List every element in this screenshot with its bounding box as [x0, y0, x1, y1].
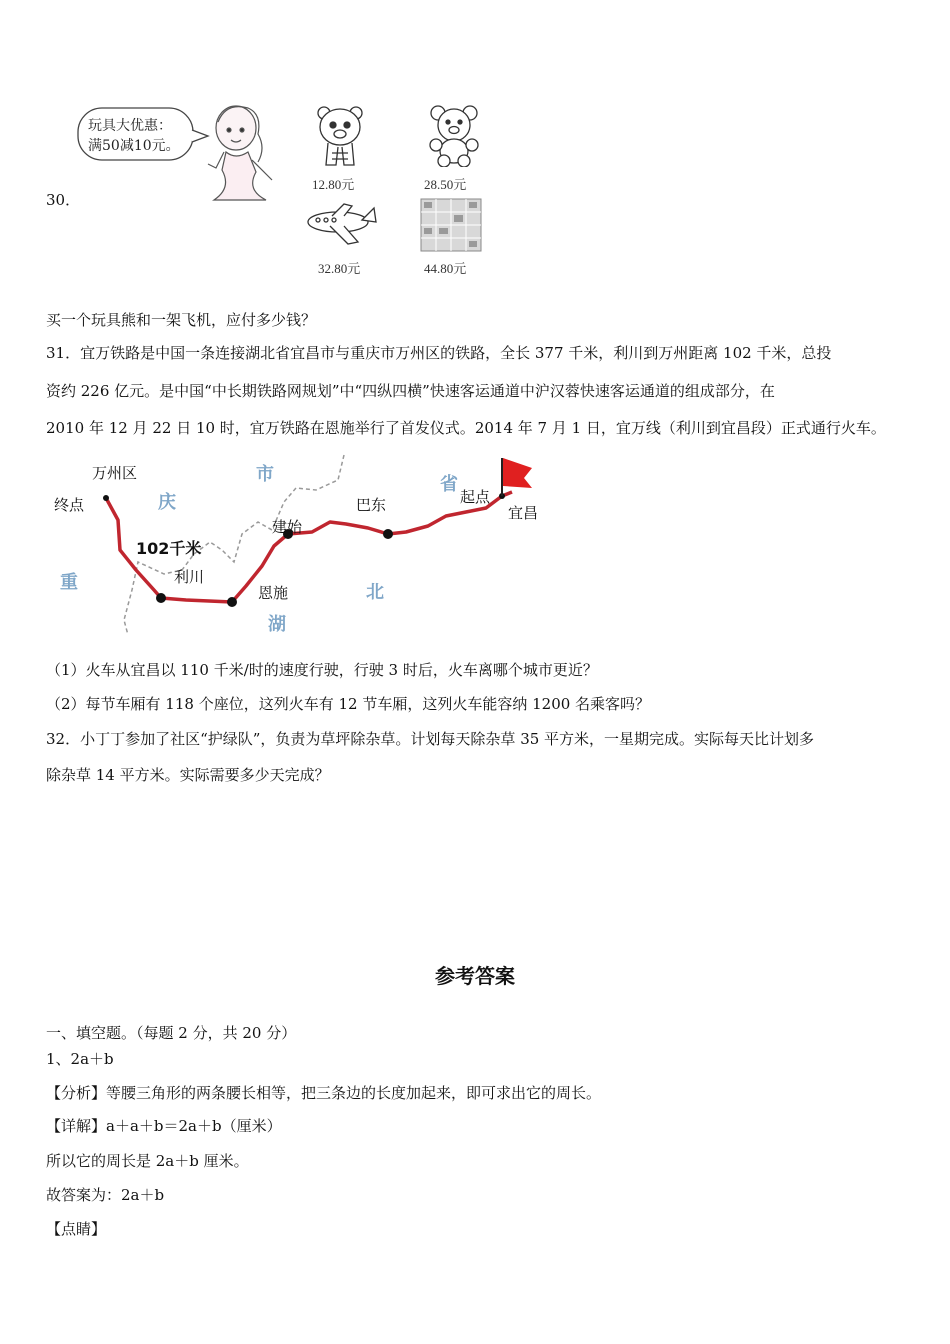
toy-price-airplane: 32.80元	[318, 261, 361, 276]
station-wanzhou-dot	[103, 495, 109, 501]
answer-final: 故答案为：2a＋b	[46, 1186, 165, 1204]
map-label-enshi: 恩施	[258, 584, 289, 602]
q31-line-1: 31．宜万铁路是中国一条连接湖北省宜昌市与重庆市万州区的铁路，全长 377 千米，利川到万州距离 102 千米，总投	[46, 344, 832, 362]
map-label-lichuan: 利川	[174, 568, 205, 586]
bear-toy-icon	[424, 103, 486, 167]
toy-price-puzzle: 44.80元	[424, 261, 467, 276]
map-region-qing: 庆	[158, 492, 176, 513]
station-enshi-dot	[227, 597, 237, 607]
answer-analysis: 【分析】等腰三角形的两条腰长相等，把三条边的长度加起来，即可求出它的周长。	[46, 1084, 602, 1102]
answer-detail: 【详解】a＋a＋b＝2a＋b（厘米）	[46, 1117, 282, 1135]
airplane-toy-icon	[304, 200, 378, 248]
map-label-distance: 102千米	[136, 539, 202, 558]
map-region-chong: 重	[60, 572, 78, 593]
map-region-hu: 湖	[268, 614, 286, 635]
answers-title: 参考答案	[435, 964, 515, 988]
q31-line-3: 2010 年 12 月 22 日 10 时，宜万铁路在恩施举行了首发仪式。2014 年 7 月 1 日，宜万线（利川到宜昌段）正式通行火车。	[46, 419, 886, 437]
station-lichuan-dot	[156, 593, 166, 603]
q32-line-1: 32．小丁丁参加了社区“护绿队”，负责为草坪除杂草。计划每天除杂草 35 平方米，一星期完成。实际每天比计划多	[46, 730, 815, 748]
map-label-end: 终点	[54, 496, 85, 514]
toy-price-bear: 28.50元	[424, 177, 467, 192]
girl-icon	[208, 106, 272, 200]
station-badong-dot	[383, 529, 393, 539]
map-region-shi: 市	[256, 464, 274, 485]
puzzle-toy-icon	[420, 198, 482, 252]
map-label-jianshi: 建始	[272, 518, 303, 536]
map-region-sheng: 省	[440, 474, 458, 495]
q30-number: 30．	[46, 191, 81, 209]
bubble-line-2: 满50减10元。	[88, 138, 180, 154]
answers-section: 一、填空题。（每题 2 分，共 20 分）	[46, 1024, 297, 1042]
map-label-badong: 巴东	[356, 496, 387, 514]
map-label-yichang: 宜昌	[508, 504, 539, 522]
q31-sub-2: （2）每节车厢有 118 个座位，这列火车有 12 节车厢，这列火车能容纳 1200 名乘客吗？	[46, 695, 651, 713]
q32-line-2: 除杂草 14 平方米。实际需要多少天完成？	[46, 766, 330, 784]
answer-so: 所以它的周长是 2a＋b 厘米。	[46, 1152, 249, 1170]
q30-question: 买一个玩具熊和一架飞机，应付多少钱？	[46, 311, 317, 329]
q31-line-2: 资约 226 亿元。是中国“中长期铁路网规划”中“四纵四横”快速客运通道中沪汉蓉快速客运通道的组成部分，在	[46, 382, 775, 400]
flag-icon	[502, 458, 532, 496]
bubble-line-1: 玩具大优惠：	[88, 118, 172, 134]
answer-note: 【点睛】	[46, 1220, 107, 1238]
answer-item-1: 1、2a＋b	[46, 1050, 114, 1068]
map-region-bei: 北	[366, 582, 384, 603]
map-label-wanzhou: 万州区	[92, 464, 138, 482]
tiger-toy-icon	[310, 103, 372, 167]
map-label-start: 起点	[460, 488, 491, 506]
q31-sub-1: （1）火车从宜昌以 110 千米/时的速度行驶，行驶 3 时后，火车离哪个城市更近？	[46, 661, 598, 679]
toy-price-tiger: 12.80元	[312, 177, 355, 192]
